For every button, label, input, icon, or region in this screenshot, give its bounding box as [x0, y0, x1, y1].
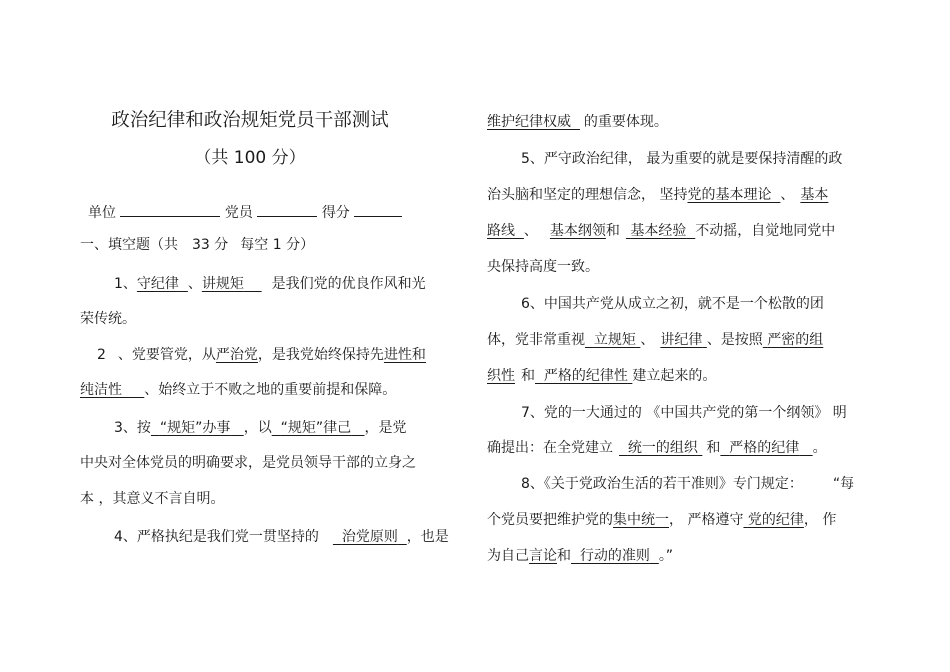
q6-answer-3a: 严密的组 [767, 332, 824, 348]
q2-mid: ，是我党始终保持先 [257, 347, 384, 363]
q4-answer-2: 维护纪律权威 [487, 114, 571, 130]
q6-sep1: 、 [640, 332, 655, 348]
q2-pre: 、党要管党，从 [117, 347, 216, 363]
page-subtitle: （共 100 分） [194, 148, 306, 168]
q3-answer-1: “规矩”办事 [159, 420, 231, 436]
q4-number: 4、 [114, 529, 137, 545]
q5-answer-1: 党的基本理论 [687, 187, 772, 203]
question-5-line-1: 5、严守政治纪律， 最为重要的就是要保持清醒的政 [521, 151, 843, 167]
question-8-line-1 [521, 474, 854, 494]
section-heading [80, 235, 314, 255]
q1-sep: 、 [187, 276, 202, 292]
q1-rest: 是我们党的优良作风和光 [271, 276, 426, 292]
member-label: 党员 [224, 205, 253, 221]
question-6-line-2 [487, 330, 823, 350]
q6-answer-4: 严格的纪律性 [543, 368, 628, 384]
question-4-line-2 [487, 112, 668, 132]
q3-answer-2: “规矩”律己 [280, 420, 352, 436]
section-per-blank: 每空 1 分） [240, 237, 315, 253]
question-3-line-3: 本 ，其意义不言自明。 [80, 491, 225, 507]
q5-answer-4: 基本经验 [630, 223, 687, 239]
q4-pre: 严格执纪是我们党一贯坚持的 [136, 529, 319, 545]
q1-answer-2: 讲规矩 [201, 276, 244, 292]
q6-answer-3b: 织性 [487, 368, 515, 384]
q5-answer-3: 基本纲领 [549, 223, 606, 239]
q7-answer-2: 严格的纪律 [729, 440, 800, 456]
score-label: 得分 [321, 205, 350, 221]
q8-and: 和 [557, 548, 571, 564]
score-blank [354, 202, 402, 217]
q3-rest: ，是党 [364, 420, 407, 436]
q1-answer-1: 守纪律 [136, 276, 179, 292]
question-3-line-2: 中央对全体党员的明确要求，是党员领导干部的立身之 [80, 455, 416, 471]
question-7-line-2 [487, 438, 827, 458]
q2-answer-2a: 进性和 [383, 347, 426, 363]
q6-answer-2: 讲纪律 [660, 332, 703, 348]
question-6-line-3 [487, 366, 716, 386]
q8-mid: ， 严格遵守 [669, 512, 744, 528]
member-blank [257, 202, 317, 217]
question-4-line-1 [114, 527, 449, 547]
q7-end: 。 [812, 440, 827, 456]
right-column [487, 0, 872, 672]
info-row [88, 202, 402, 223]
q5-sep1: 、 [780, 187, 795, 203]
q2-answer-1: 严治党 [215, 347, 258, 363]
unit-blank [120, 202, 220, 217]
q5-answer-2b: 路线 [487, 223, 515, 239]
question-5-line-3 [487, 221, 835, 241]
q8-line1-pre: 8、《关于党政治生活的若干准则》专门规定： [521, 476, 803, 492]
left-column [80, 0, 465, 672]
q8-answer-4: 行动的准则 [579, 548, 650, 564]
q8-answer-1: 集中统一 [613, 512, 669, 528]
q3-number: 3、按 [114, 420, 151, 436]
question-2-line-1 [97, 345, 426, 365]
q8-end: 。” [658, 548, 674, 564]
q8-line2-pre: 个党员要把维护党的 [487, 512, 613, 528]
q8-line3-pre: 为自己 [487, 548, 529, 564]
q6-line2-pre: 体，党非常重视 [487, 332, 585, 348]
q5-rest: 不动摇，自觉地同党中 [695, 223, 836, 239]
q2-answer-2b: 纯洁性 [80, 382, 122, 398]
section-total: 33 分 [192, 237, 229, 253]
q2-rest: 、始终立于不败之地的重要前提和保障。 [144, 382, 397, 398]
question-2-line-2 [80, 380, 396, 400]
q8-answer-3: 言论 [529, 548, 557, 564]
q6-mid: 、是按照 [706, 332, 763, 348]
q8-answer-2: 党的纪律 [747, 512, 804, 528]
q6-answer-1: 立规矩 [593, 332, 636, 348]
q4-answer-1: 治党原则 [341, 529, 398, 545]
q6-rest: 建立起来的。 [632, 368, 717, 384]
unit-label: 单位 [88, 205, 116, 221]
question-8-line-3 [487, 546, 673, 566]
question-1-line-2: 荣传统。 [80, 311, 136, 327]
question-5-line-2 [487, 185, 828, 205]
question-5-line-4: 央保持高度一致。 [487, 259, 599, 275]
question-6-line-1: 6、中国共产党从成立之初，就不是一个松散的团 [521, 296, 824, 312]
q6-and: 和 [521, 368, 535, 384]
q8-quote: “每 [832, 476, 855, 492]
q3-mid: ，以 [243, 420, 272, 436]
q7-and: 和 [706, 440, 721, 456]
q2-number: 2 [97, 347, 106, 363]
question-3-line-1 [114, 418, 406, 438]
q5-sep2: 、 [523, 223, 538, 239]
q5-and: 和 [605, 223, 620, 239]
section-heading-text: 一、填空题（共 [80, 237, 178, 253]
q7-line2-pre: 确提出：在全党建立 [487, 440, 613, 456]
q5-answer-2a: 基本 [800, 187, 829, 203]
question-8-line-2 [487, 510, 836, 530]
q7-answer-1: 统一的组织 [627, 440, 698, 456]
page-title: 政治纪律和政治规矩党员干部测试 [111, 110, 389, 131]
q4-rest: ，也是 [406, 529, 449, 545]
question-7-line-1: 7、党的一大通过的 《中国共产党的第一个纲领》 明 [521, 405, 847, 421]
q4-cont-rest: 的重要体现。 [583, 114, 668, 130]
q5-line2-pre: 治头脑和坚定的理想信念， 坚持 [487, 187, 688, 203]
question-1-line-1 [114, 274, 426, 294]
q1-number: 1、 [114, 276, 137, 292]
q8-rest: ， 作 [803, 512, 837, 528]
